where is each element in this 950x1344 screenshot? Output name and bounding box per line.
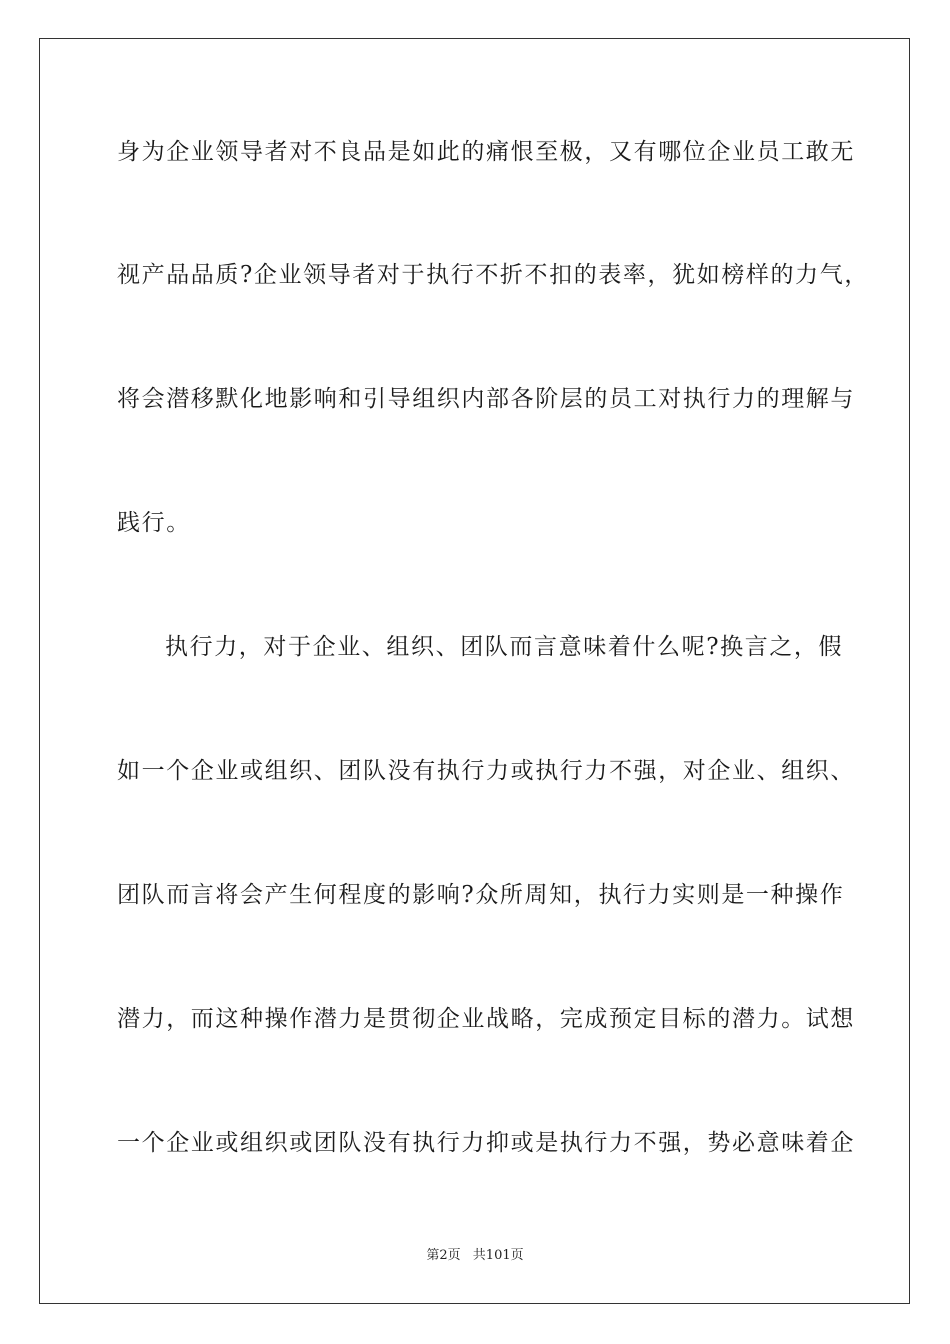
paragraph-first-line: 执行力，对于企业、组织、团队而言意味着什么呢?换言之，假 [165, 634, 844, 660]
body-text-line: 一个企业或组织或团队没有执行力抑或是执行力不强，势必意味着企 [117, 1130, 855, 1156]
body-text-line: 团队而言将会产生何程度的影响?众所周知，执行力实则是一种操作 [117, 882, 845, 908]
page-border [39, 38, 910, 1304]
body-text-line: 视产品品质?企业领导者对于执行不折不扣的表率，犹如榜样的力气， [117, 262, 869, 288]
body-text-line: 如一个企业或组织、团队没有执行力或执行力不强，对企业、组织、 [117, 758, 855, 784]
page-total: 共101页 [472, 1248, 524, 1263]
body-text-line: 践行。 [117, 510, 191, 536]
body-text-line: 将会潜移默化地影响和引导组织内部各阶层的员工对执行力的理解与 [117, 386, 855, 412]
page-footer [0, 1248, 950, 1264]
body-text-line: 身为企业领导者对不良品是如此的痛恨至极，又有哪位企业员工敢无 [117, 139, 855, 165]
body-text-line: 潜力，而这种操作潜力是贯彻企业战略，完成预定目标的潜力。试想 [117, 1006, 855, 1032]
page-number: 第2页 [426, 1248, 461, 1263]
